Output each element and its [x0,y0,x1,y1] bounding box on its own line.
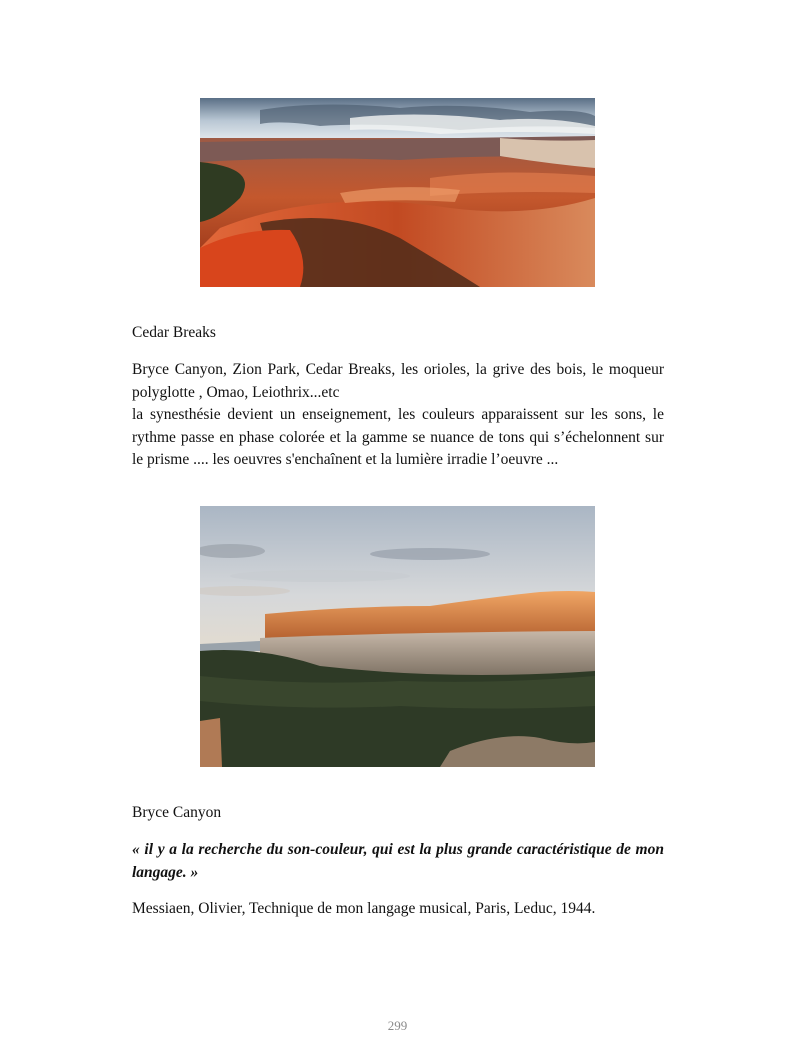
paragraph-places-birds: Bryce Canyon, Zion Park, Cedar Breaks, les orioles, la grive des bois, le moqueur polyglotte , Omao, Leiothrix...etc [132,361,664,401]
bryce-canyon-photo [200,506,595,767]
paragraph-synesthesia: la synesthésie devient un enseignement, les couleurs apparaissent sur les sons, le rythme passe en phase colorée et la gamme se nuance de tons qui s’échelonnent sur le prisme .... les oeuvres s'enchaînent et la lumière irradie l’oeuvre ... [132,406,664,468]
caption-bryce-canyon: Bryce Canyon [132,804,222,821]
caption-cedar-breaks: Cedar Breaks [132,324,216,341]
quote-messiaen: « il y a la recherche du son-couleur, qui est la plus grande caractéristique de mon langage. » [132,841,664,881]
citation: Messiaen, Olivier, Technique de mon langage musical, Paris, Leduc, 1944. [132,900,596,917]
cedar-breaks-photo [200,98,595,287]
page-number: 299 [387,1018,408,1033]
